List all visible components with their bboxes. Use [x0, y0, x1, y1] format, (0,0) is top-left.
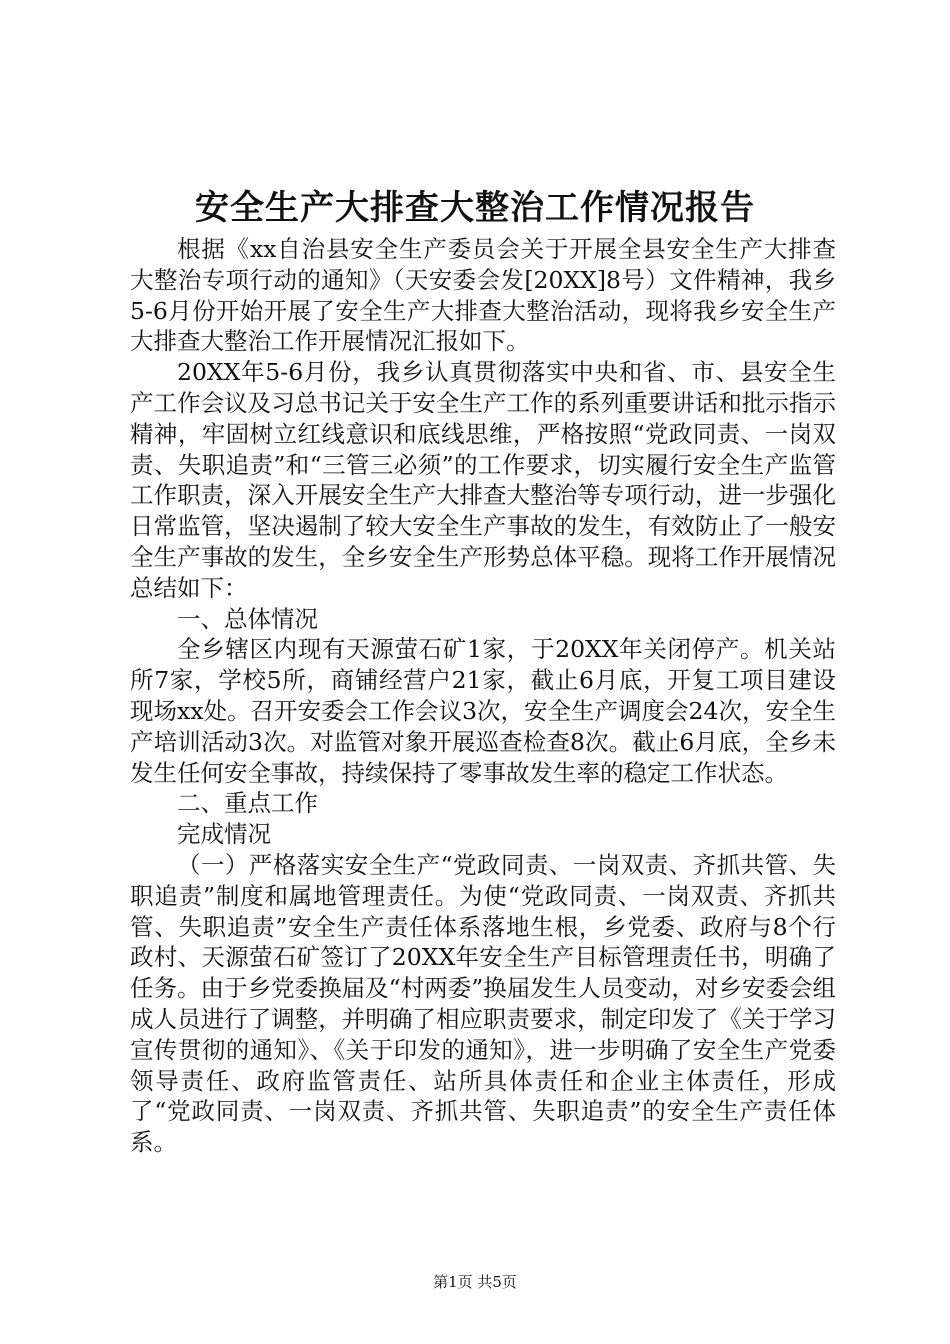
overview-paragraph: 全乡辖区内现有天源萤石矿1家，于20XX年关闭停产。机关站所7家，学校5所，商铺经营户21家，截止6月底，开复工项目建设现场xx处。召开安委会工作会议3次，安全生产调度会24次，安全生产培训活动3次。对监管对象开展巡查检查8次。截止6月底，全乡未发生任何安全事故，持续保持了零事故发生率的稳定工作状态。 [130, 635, 836, 787]
section-heading-overview: 一、总体情况 [177, 604, 318, 633]
subheading-completion: 完成情况 [177, 820, 271, 849]
responsibility-paragraph: （一）严格落实安全生产“党政同责、一岗双责、齐抓共管、失职追责”制度和属地管理责任。为使“党政同责、一岗双责、齐抓共管、失职追责”安全生产责任体系落地生根，乡党委、政府与8个行政村、天源萤石矿签订了20XX年安全生产目标管理责任书，明确了任务。由于乡党委换届及“村两委”换届发生人员变动，对乡安委会组成人员进行了调整，并明确了相应职责要求，制定印发了《关于学习宣传贯彻的通知》、《关于印发的通知》，进一步明确了安全生产党委领导责任、政府监管责任、站所具体责任和企业主体责任，形成了“党政同责、一岗双责、齐抓共管、失职追责”的安全生产责任体系。 [130, 850, 836, 1157]
document-body [130, 234, 836, 1158]
summary-paragraph: 20XX年5-6月份，我乡认真贯彻落实中央和省、市、县安全生产工作会议及习总书记关于安全生产工作的系列重要讲话和批示指示精神，牢固树立红线意识和底线思维，严格按照“党政同责、一岗双责、失职追责”和“三管三必须”的工作要求，切实履行安全生产监管工作职责，深入开展安全生产大排查大整治等专项行动，进一步强化日常监管，坚决遏制了较大安全生产事故的发生，有效防止了一般安全生产事故的发生，全乡安全生产形势总体平稳。现将工作开展情况总结如下： [130, 358, 836, 602]
intro-paragraph: 根据《xx自治县安全生产委员会关于开展全县安全生产大排查大整治专项行动的通知》（天安委会发[20XX]8号）文件精神，我乡5-6月份开始开展了安全生产大排查大整治活动，现将我乡安全生产大排查大整治工作开展情况汇报如下。 [130, 235, 836, 356]
section-heading-key-work: 二、重点工作 [177, 789, 318, 818]
page-footer: 第1页 共5页 [433, 1273, 517, 1291]
document-title: 安全生产大排查大整治工作情况报告 [195, 188, 755, 228]
